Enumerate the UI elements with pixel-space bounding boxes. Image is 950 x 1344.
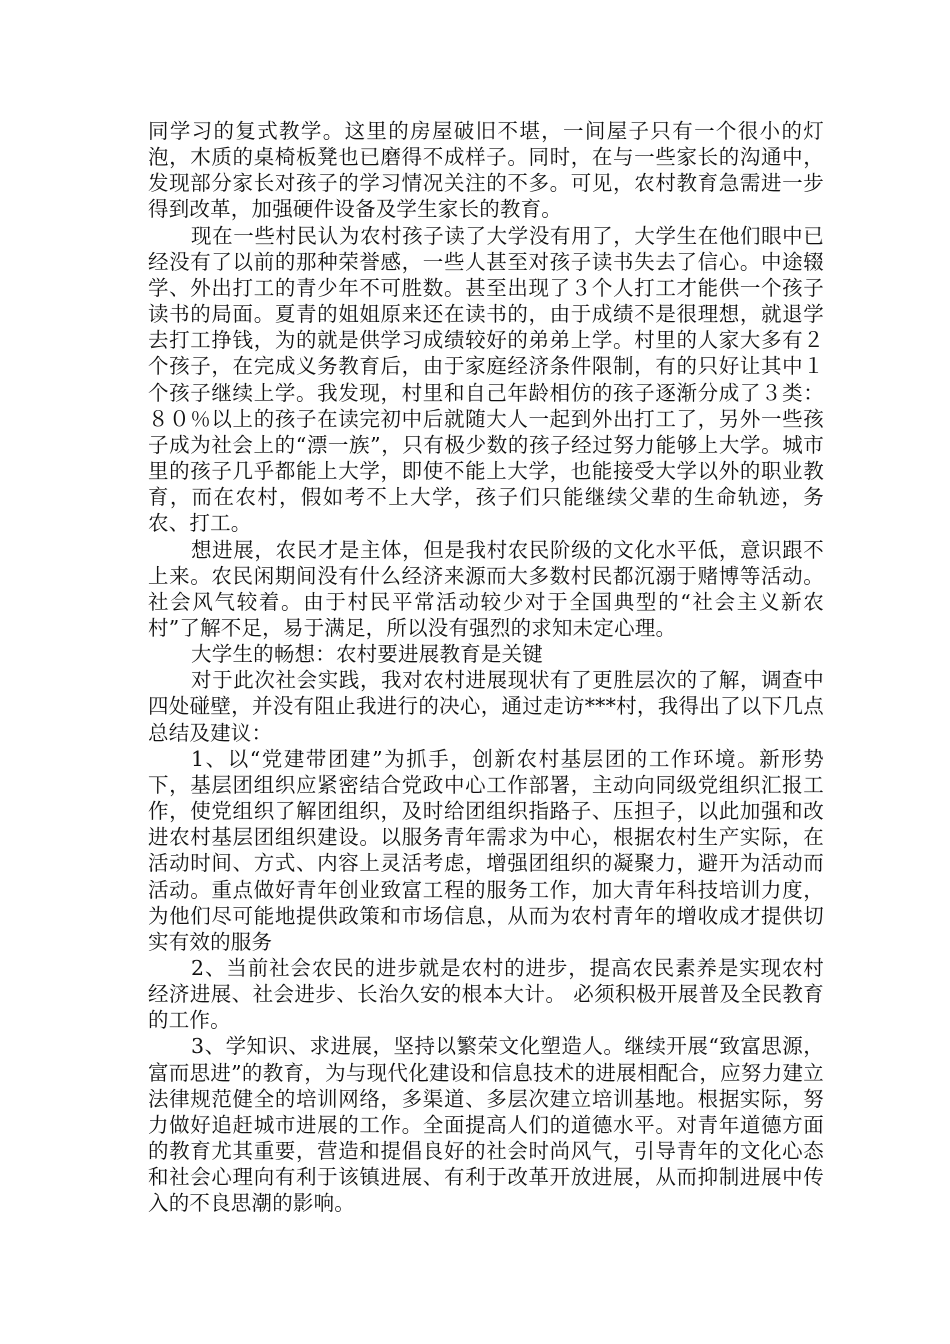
- paragraph-4: 对于此次社会实践，我对农村进展现状有了更胜层次的了解，调查中四处碰壁，并没有阻止我进行的决心，通过走访***村，我得出了以下几点总结及建议：: [148, 668, 824, 745]
- suggestion-1: 1、以“党建带团建”为抓手，创新农村基层团的工作环境。新形势下，基层团组织应紧密结合党政中心工作部署，主动向同级党组织汇报工作，使党组织了解团组织，及时给团组织指路子、压担子，以此加强和改进农村基层团组织建设。以服务青年需求为中心，根据农村生产实际，在活动时间、方式、内容上灵活考虑，增强团组织的凝聚力，避开为活动而活动。重点做好青年创业致富工程的服务工作，加大青年科技培训力度，为他们尽可能地提供政策和市场信息，从而为农村青年的增收成才提供切实有效的服务: [148, 746, 824, 954]
- paragraph-3: 想进展，农民才是主体，但是我村农民阶级的文化水平低，意识跟不上来。农民闲期间没有什么经济来源而大多数村民都沉溺于赌博等活动。社会风气较着。由于村民平常活动较少对于全国典型的“社会主义新农村”了解不足，易于满足，所以没有强烈的求知未定心理。: [148, 537, 824, 640]
- suggestion-2: 2、当前社会农民的进步就是农村的进步，提高农民素养是实现农村经济进展、社会进步、长治久安的根本大计。 必须积极开展普及全民教育的工作。: [148, 956, 824, 1033]
- section-heading: 大学生的畅想：农村要进展教育是关键: [191, 642, 543, 667]
- paragraph-2: 现在一些村民认为农村孩子读了大学没有用了，大学生在他们眼中已经没有了以前的那种荣誉感，一些人甚至对孩子读书失去了信心。中途辍学、外出打工的青少年不可胜数。甚至出现了３个人打工才能供一个孩子读书的局面。夏青的姐姐原来还在读书的，由于成绩不是很理想，就退学去打工挣钱，为的就是供学习成绩较好的弟弟上学。村里的人家大多有２个孩子，在完成义务教育后，由于家庭经济条件限制，有的只好让其中１个孩子继续上学。我发现，村里和自己年龄相仿的孩子逐渐分成了３类：８０％以上的孩子在读完初中后就随大人一起到外出打工了，另外一些孩子成为社会上的“漂一族”，只有极少数的孩子经过努力能够上大学。城市里的孩子几乎都能上大学，即使不能上大学，也能接受大学以外的职业教育，而在农村，假如考不上大学，孩子们只能继续父辈的生命轨迹，务农、打工。: [148, 223, 824, 536]
- suggestion-3: 3、学知识、求进展，坚持以繁荣文化塑造人。继续开展“致富思源，富而思进”的教育，为与现代化建设和信息技术的进展相配合，应努力建立法律规范健全的培训网络，多渠道、多层次建立培训基地。根据实际，努力做好追赶城市进展的工作。全面提高人们的道德水平。对青年道德方面的教育尤其重要，营造和提倡良好的社会时尚风气，引导青年的文化心态和社会心理向有利于该镇进展、有利于改革开放进展，从而抑制进展中传入的不良思潮的影响。: [148, 1034, 824, 1216]
- paragraph-1: 同学习的复式教学。这里的房屋破旧不堪，一间屋子只有一个很小的灯泡，木质的桌椅板凳也已磨得不成样子。同时，在与一些家长的沟通中，发现部分家长对孩子的学习情况关注的不多。可见，农村教育急需进一步得到改革，加强硬件设备及学生家长的教育。: [148, 119, 824, 222]
- document-body: [148, 118, 824, 1217]
